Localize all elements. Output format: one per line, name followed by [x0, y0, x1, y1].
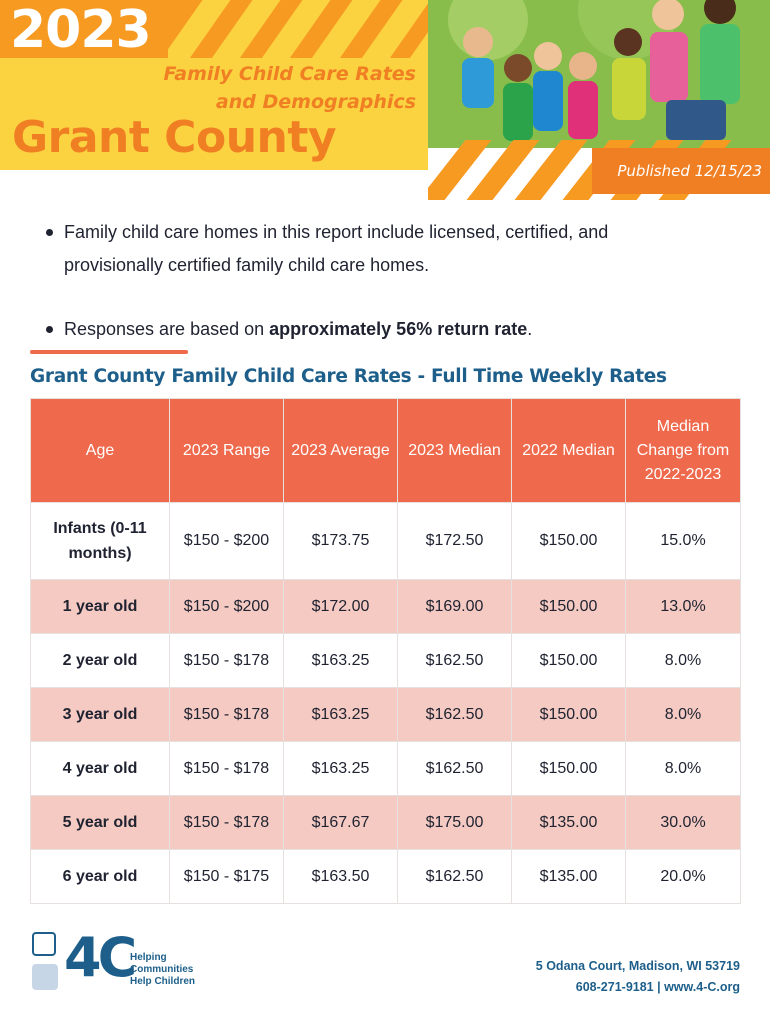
table-row: [31, 503, 741, 580]
age-cell: 2 year old: [31, 634, 170, 688]
median-2022-cell: $150.00: [512, 742, 626, 796]
table-row: [31, 796, 741, 850]
tagline-line: Help Children: [130, 976, 196, 987]
column-header-average: 2023 Average: [284, 399, 398, 503]
average-cell: $167.67: [284, 796, 398, 850]
range-cell: $150 - $175: [170, 850, 284, 904]
change-cell: 13.0%: [626, 580, 741, 634]
median-2022-cell: $135.00: [512, 850, 626, 904]
average-cell: $163.50: [284, 850, 398, 904]
range-cell: $150 - $178: [170, 688, 284, 742]
logo-square-filled-icon: [32, 964, 58, 990]
age-cell: 5 year old: [31, 796, 170, 850]
contact-info: [536, 956, 740, 998]
diagonal-stripes: [168, 0, 428, 58]
report-subtitle: [163, 60, 416, 116]
age-cell: 4 year old: [31, 742, 170, 796]
range-cell: $150 - $178: [170, 634, 284, 688]
range-cell: $150 - $200: [170, 580, 284, 634]
report-year: 2023: [10, 0, 151, 60]
children-photo: [428, 0, 770, 148]
table-header-row: [31, 399, 741, 503]
average-cell: $172.00: [284, 580, 398, 634]
range-cell: $150 - $200: [170, 503, 284, 580]
median-2022-cell: $150.00: [512, 688, 626, 742]
median-2022-cell: $150.00: [512, 634, 626, 688]
median-2022-cell: $150.00: [512, 580, 626, 634]
rates-table: [30, 398, 741, 904]
note-text-end: .: [527, 319, 533, 339]
average-cell: $173.75: [284, 503, 398, 580]
median-2023-cell: $162.50: [398, 742, 512, 796]
column-header-age: Age: [31, 399, 170, 503]
median-2022-cell: $150.00: [512, 503, 626, 580]
note-item: [42, 313, 702, 346]
change-cell: 8.0%: [626, 688, 741, 742]
average-cell: $163.25: [284, 634, 398, 688]
table-row: [31, 580, 741, 634]
column-header-range: 2023 Range: [170, 399, 284, 503]
median-2023-cell: $172.50: [398, 503, 512, 580]
street-address: 5 Odana Court, Madison, WI 53719: [535, 959, 740, 973]
average-cell: $163.25: [284, 688, 398, 742]
median-2023-cell: $162.50: [398, 688, 512, 742]
tagline-line: Communities: [130, 964, 194, 975]
logo-tagline: [130, 952, 195, 988]
title-banner: [0, 0, 428, 170]
change-cell: 20.0%: [626, 850, 741, 904]
column-header-median-change: Median Change from 2022-2023: [626, 399, 741, 503]
county-name: Grant County: [12, 112, 337, 163]
age-cell: 6 year old: [31, 850, 170, 904]
tagline-line: Helping: [130, 952, 167, 963]
report-header: [0, 0, 770, 200]
column-header-median-2023: 2023 Median: [398, 399, 512, 503]
4c-logo: [30, 926, 230, 994]
change-cell: 8.0%: [626, 634, 741, 688]
return-rate: approximately 56% return rate: [269, 319, 528, 339]
logo-mark: 4C: [64, 926, 134, 989]
published-date: Published 12/15/23: [617, 162, 762, 180]
report-notes: [42, 216, 702, 346]
age-cell: 1 year old: [31, 580, 170, 634]
accent-divider: [30, 350, 188, 354]
logo-square-outline-icon: [32, 932, 56, 956]
phone-website: 608-271-9181 | www.4-C.org: [575, 980, 740, 994]
median-2023-cell: $175.00: [398, 796, 512, 850]
change-cell: 30.0%: [626, 796, 741, 850]
average-cell: $163.25: [284, 742, 398, 796]
table-title: Grant County Family Child Care Rates - Full Time Weekly Rates: [30, 366, 667, 387]
median-2023-cell: $162.50: [398, 634, 512, 688]
median-2023-cell: $169.00: [398, 580, 512, 634]
range-cell: $150 - $178: [170, 796, 284, 850]
change-cell: 15.0%: [626, 503, 741, 580]
table-row: [31, 634, 741, 688]
change-cell: 8.0%: [626, 742, 741, 796]
table-row: [31, 688, 741, 742]
note-item: Family child care homes in this report include licensed, certified, and provisionally certified family child care homes.: [42, 216, 702, 282]
subtitle-line-1: Family Child Care Rates: [163, 63, 416, 85]
range-cell: $150 - $178: [170, 742, 284, 796]
age-cell: 3 year old: [31, 688, 170, 742]
age-cell: Infants (0-11 months): [31, 503, 170, 580]
median-2022-cell: $135.00: [512, 796, 626, 850]
note-text: Responses are based on: [64, 319, 270, 339]
column-header-median-2022: 2022 Median: [512, 399, 626, 503]
subtitle-line-2: and Demographics: [215, 91, 416, 113]
children-illustration: [428, 0, 770, 148]
table-row: [31, 850, 741, 904]
table-row: [31, 742, 741, 796]
median-2023-cell: $162.50: [398, 850, 512, 904]
